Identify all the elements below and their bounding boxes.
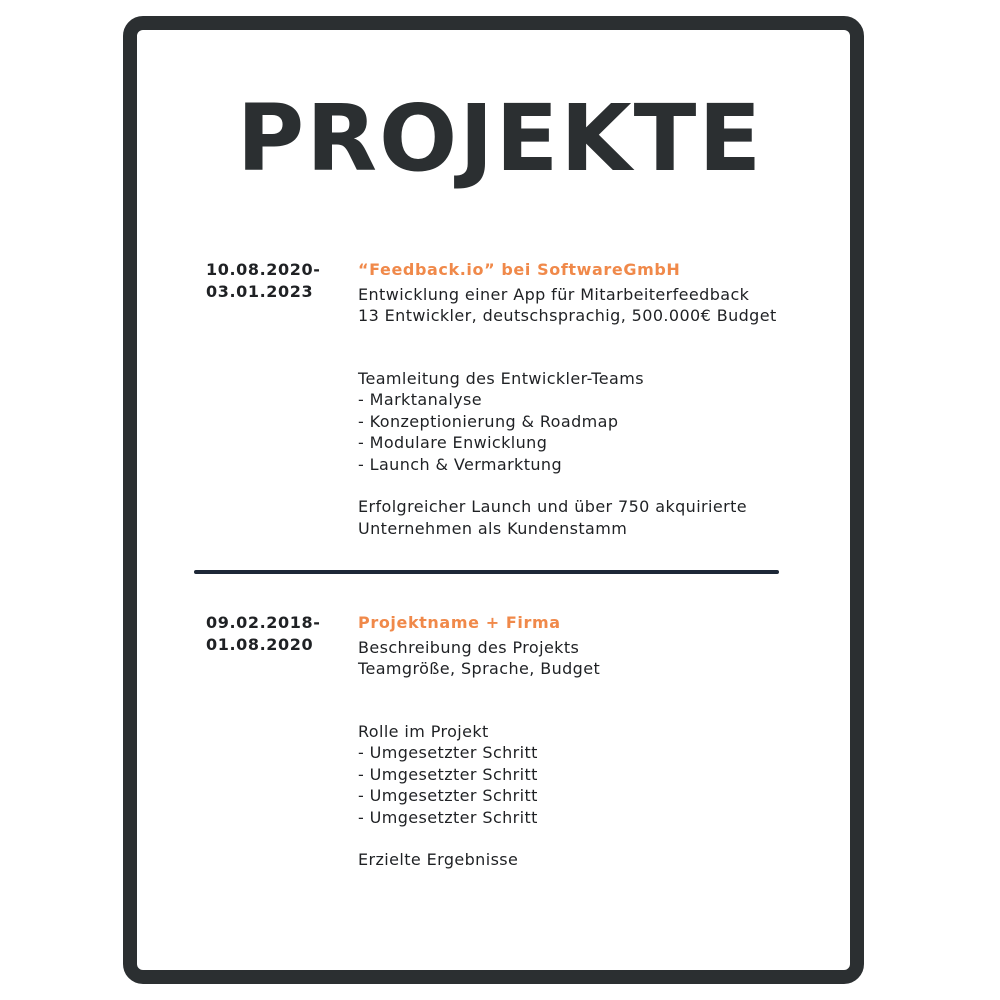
date-end: 03.01.2023 bbox=[206, 282, 314, 301]
description-line: 13 Entwickler, deutschsprachig, 500.000€ Budget bbox=[358, 306, 777, 325]
spacer bbox=[358, 828, 798, 849]
step-item: - Konzeptionierung & Roadmap bbox=[358, 411, 619, 431]
spacer bbox=[358, 680, 798, 721]
step-item: - Umgesetzter Schritt bbox=[358, 743, 538, 762]
step-item: - Umgesetzter Schritt bbox=[358, 764, 538, 784]
result-line: Erzielte Ergebnisse bbox=[358, 850, 519, 869]
project-dates bbox=[206, 259, 320, 303]
project-title: “Feedback.io” bei SoftwareGmbH bbox=[358, 260, 681, 279]
date-start: 10.08.2020- bbox=[206, 260, 321, 279]
role-line: Teamleitung des Entwickler-Teams bbox=[358, 368, 644, 388]
spacer bbox=[358, 475, 798, 496]
project-details bbox=[358, 259, 798, 539]
result-line: Unternehmen als Kundenstamm bbox=[358, 518, 628, 538]
spacer bbox=[358, 327, 798, 368]
role-line: Rolle im Projekt bbox=[358, 721, 489, 741]
step-item: - Modulare Enwicklung bbox=[358, 433, 548, 452]
project-title: Projektname + Firma bbox=[358, 613, 561, 632]
description-line: Entwicklung einer App für Mitarbeiterfeedback bbox=[358, 284, 750, 304]
date-start: 09.02.2018- bbox=[206, 613, 321, 632]
page-title: PROJEKTE bbox=[236, 85, 764, 192]
step-item: - Umgesetzter Schritt bbox=[358, 786, 538, 805]
project-details bbox=[358, 612, 798, 871]
section-divider bbox=[194, 570, 779, 574]
description-line: Beschreibung des Projekts bbox=[358, 637, 580, 657]
result-line: Erfolgreicher Launch und über 750 akquirierte bbox=[358, 497, 748, 516]
date-end: 01.08.2020 bbox=[206, 635, 314, 654]
step-item: - Umgesetzter Schritt bbox=[358, 807, 538, 827]
step-item: - Marktanalyse bbox=[358, 390, 483, 409]
project-dates bbox=[206, 612, 320, 656]
step-item: - Launch & Vermarktung bbox=[358, 454, 563, 474]
description-line: Teamgröße, Sprache, Budget bbox=[358, 659, 601, 678]
